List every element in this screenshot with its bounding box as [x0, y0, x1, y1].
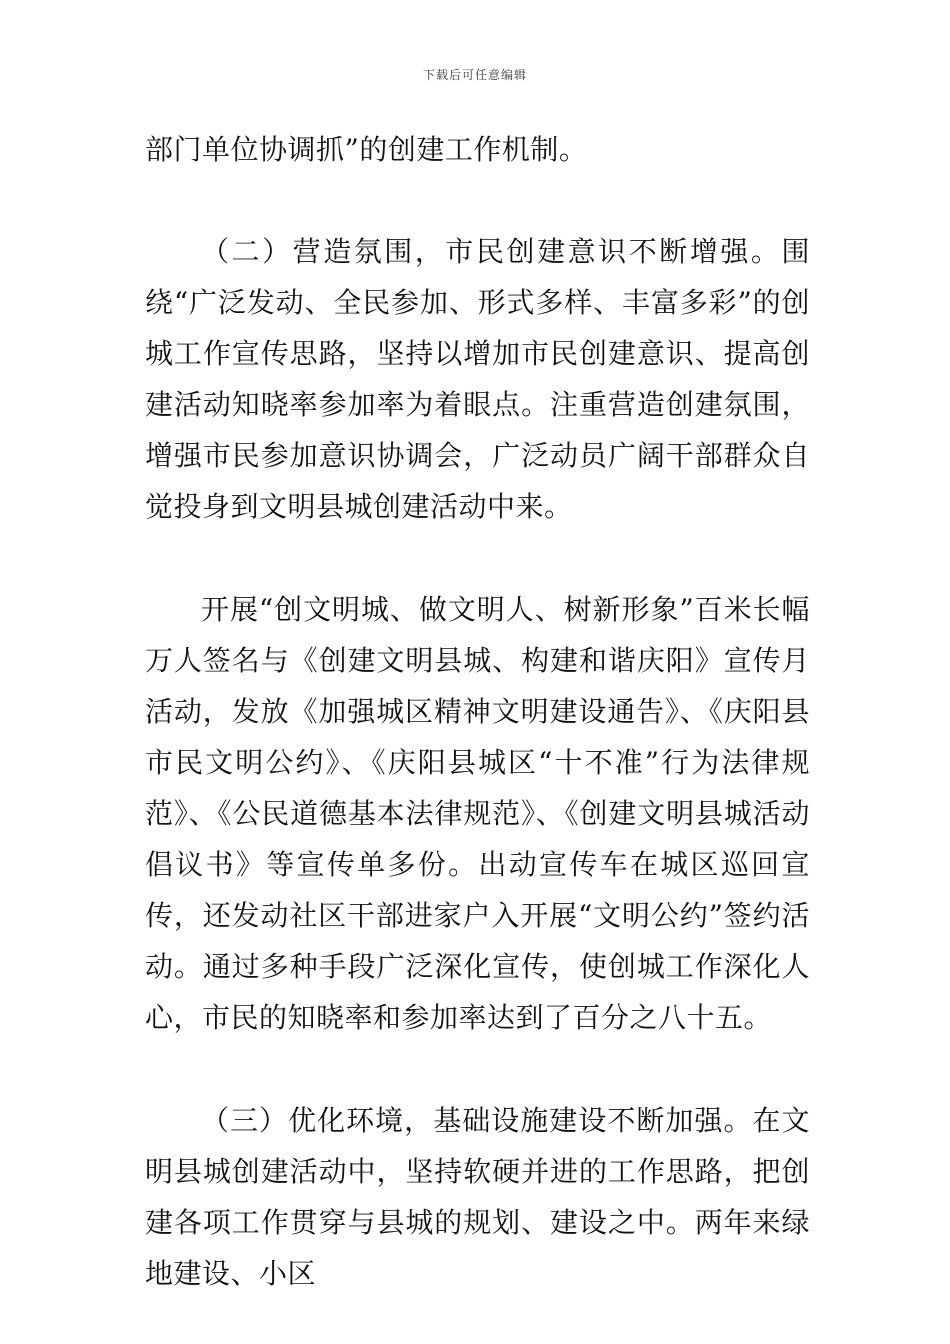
paragraph-section-3: （三）优化环境，基础设施建设不断加强。在文明县城创建活动中，坚持软硬并进的工作思路，把创建各项工作贯穿与县城的规划、建设之中。两年来绿地建设、小区	[145, 1104, 810, 1290]
document-body	[145, 124, 810, 1299]
paragraph-continuation: 部门单位协调抓”的创建工作机制。	[145, 133, 588, 166]
page-header-note: 下载后可任意编辑	[422, 68, 527, 82]
paragraph-campaign-activities: 开展“创文明城、做文明人、树新形象”百米长幅万人签名与《创建文明县城、构建和谐庆阳》宣传月活动，发放《加强城区精神文明建设通告》、《庆阳县市民文明公约》、《庆阳县城区“十不准”行为法律规范》、《公民道德基本法律规范》、《创建文明县城活动倡议书》等宣传单多份。出动宣传车在城区巡回宣传，还发动社区干部进家户入开展“文明公约”签约活动。通过多种手段广泛深化宣传，使创城工作深化人心，市民的知晓率和参加率达到了百分之八十五。	[145, 593, 810, 1034]
paragraph-section-2: （二）营造氛围，市民创建意识不断增强。围绕“广泛发动、全民参加、形式多样、丰富多彩”的创城工作宣传思路，坚持以增加市民创建意识、提高创建活动知晓率参加率为着眼点。注重营造创建氛围，增强市民参加意识协调会，广泛动员广阔干部群众自觉投身到文明县城创建活动中来。	[145, 235, 810, 523]
